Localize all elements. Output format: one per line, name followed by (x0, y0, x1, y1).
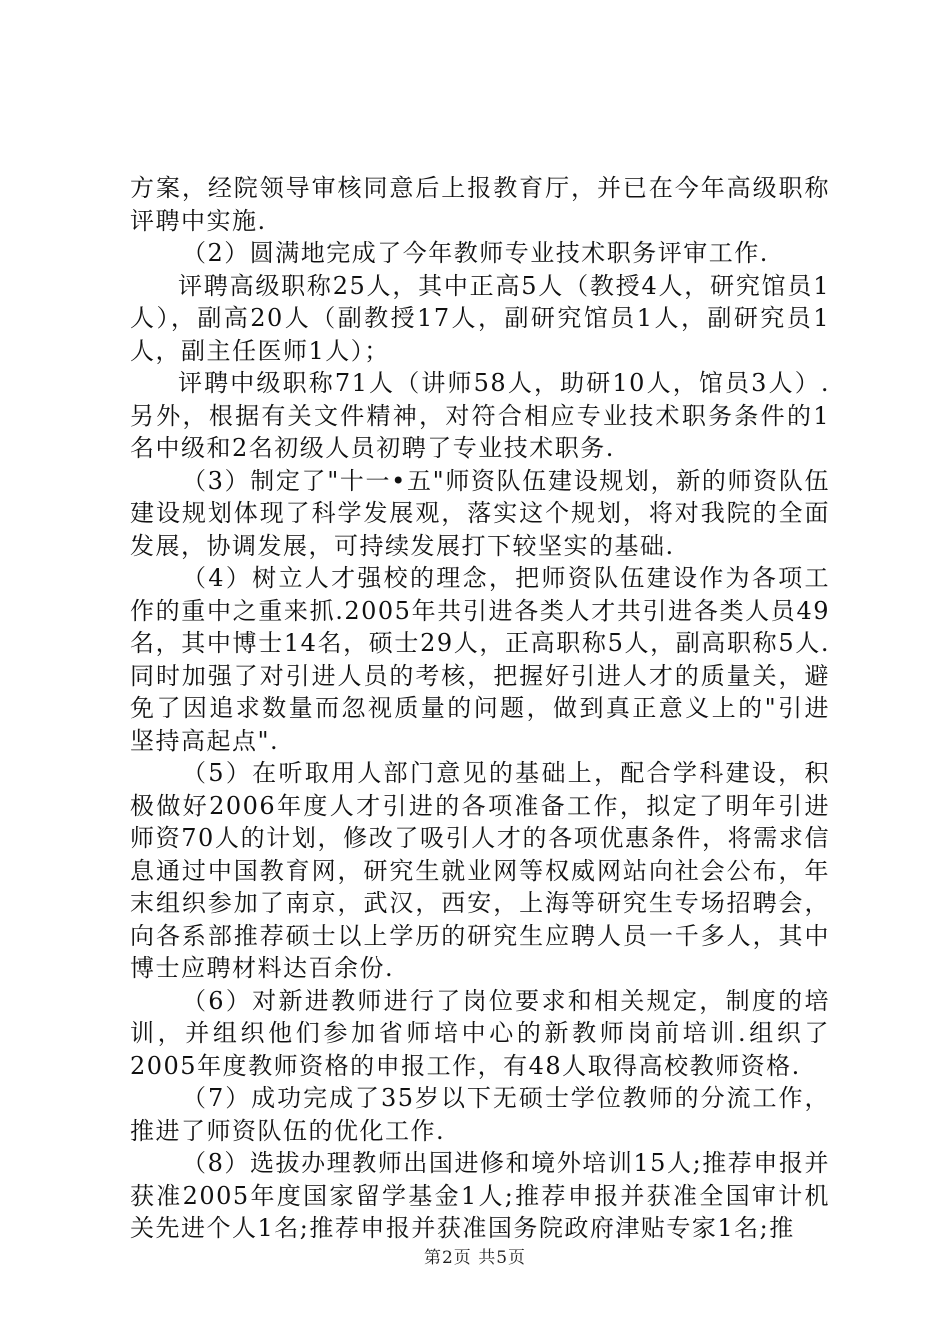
page-number-footer: 第2页 共5页 (423, 1248, 527, 1268)
paragraph-item-3: （3）制定了"十一•五"师资队伍建设规划，新的师资队伍建设规划体现了科学发展观，落实这个规划，将对我院的全面发展，协调发展，可持续发展打下较坚实的基础. (130, 466, 830, 560)
document-body (130, 172, 830, 1245)
paragraph-continuation: 方案，经院领导审核同意后上报教育厅，并已在今年高级职称评聘中实施. (130, 174, 830, 235)
paragraph-item-2: （2）圆满地完成了今年教师专业技术职务评审工作. (182, 239, 769, 267)
paragraph-item-6: （6）对新进教师进行了岗位要求和相关规定，制度的培训，并组织他们参加省师培中心的新教师岗前培训.组织了2005年度教师资格的申报工作，有48人取得高校教师资格. (130, 986, 830, 1080)
paragraph-item-4: （4）树立人才强校的理念，把师资队伍建设作为各项工作的重中之重来抓.2005年共引进各类人才共引进各类人员49名，其中博士14名，硕士29人，正高职称5人，副高职称5人.同时加强了对引进人员的考核，把握好引进人才的质量关，避免了因追求数量而忽视质量的问题，做到真正意义上的"引进坚持高起点". (130, 564, 830, 755)
paragraph-intermediate-titles: 评聘中级职称71人（讲师58人，助研10人，馆员3人）.另外，根据有关文件精神，对符合相应专业技术职务条件的1名中级和2名初级人员初聘了专业技术职务. (130, 369, 830, 462)
paragraph-item-5: （5）在听取用人部门意见的基础上，配合学科建设，积极做好2006年度人才引进的各项准备工作，拟定了明年引进师资70人的计划，修改了吸引人才的各项优惠条件，将需求信息通过中国教育网，研究生就业网等权威网站向社会公布，年末组织参加了南京，武汉，西安，上海等研究生专场招聘会，向各系部推荐硕士以上学历的研究生应聘人员一千多人，其中博士应聘材料达百余份. (130, 759, 830, 982)
paragraph-item-7: （7）成功完成了35岁以下无硕士学位教师的分流工作，推进了师资队伍的优化工作. (130, 1084, 830, 1145)
paragraph-item-8: （8）选拔办理教师出国进修和境外培训15人;推荐申报并获准2005年度国家留学基金1人;推荐申报并获准全国审计机关先进个人1名;推荐申报并获准国务院政府津贴专家1名;推 (130, 1149, 830, 1242)
paragraph-senior-titles: 评聘高级职称25人，其中正高5人（教授4人，研究馆员1人），副高20人（副教授17人，副研究馆员1人，副研究员1人，副主任医师1人）； (130, 271, 830, 365)
